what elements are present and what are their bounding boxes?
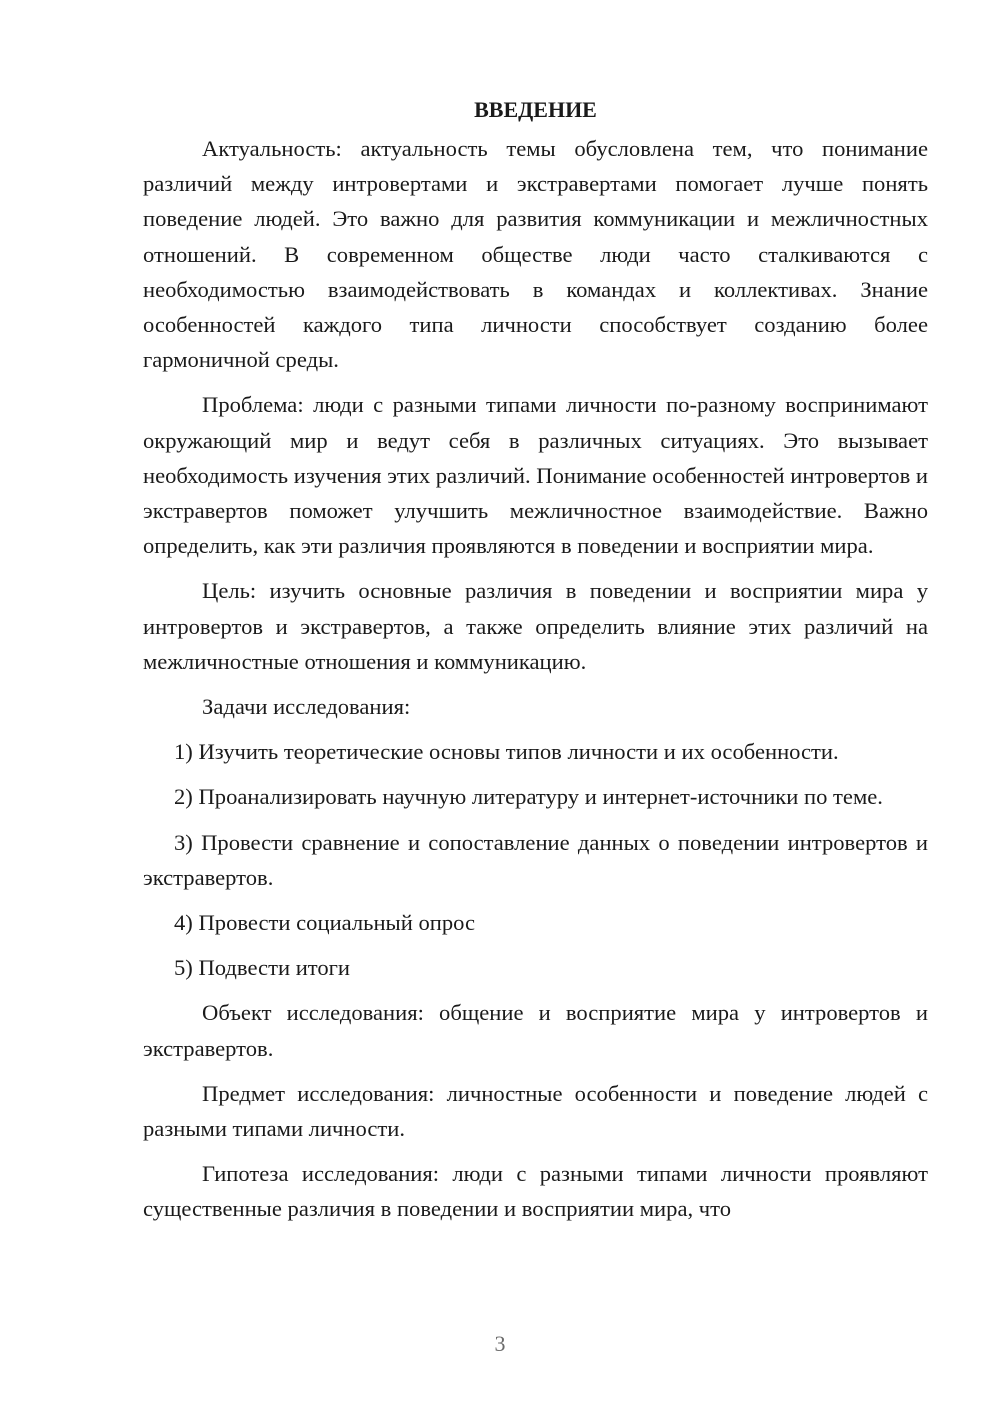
paragraph-tasks-heading: Задачи исследования: <box>202 694 411 720</box>
task-item-3: 3) Провести сравнение и сопоставление данных о поведении интровертов и экстравертов. <box>143 829 928 890</box>
paragraph-subject: Предмет исследования: личностные особенности и поведение людей с разными типами личности. <box>143 1080 928 1142</box>
section-title: ВВЕДЕНИЕ <box>474 97 597 122</box>
document-page <box>143 92 928 1237</box>
page-number: 3 <box>494 1331 506 1356</box>
task-item-2: 2) Проанализировать научную литературу и интернет-источники по теме. <box>174 784 883 810</box>
paragraph-problem: Проблема: люди с разными типами личности по-разному воспринимают окружающий мир и ведут себя в различных ситуациях. Это вызывает необходимость изучения этих различий. Понимание особенностей интровертов и экстравертов поможет улучшить межличностное взаимодействие. Важно определить, как эти различия проявляются в поведении и восприятии мира. <box>143 392 928 559</box>
paragraph-goal: Цель: изучить основные различия в поведении и восприятии мира у интровертов и экстравертов, а также определить влияние этих различий на межличностные отношения и коммуникацию. <box>143 578 928 674</box>
paragraph-relevance: Актуальность: актуальность темы обусловлена тем, что понимание различий между интровертами и экстравертами помогает лучше понять поведение людей. Это важно для развития коммуникации и межличностных отношений. В современном обществе люди часто сталкиваются с необходимостью взаимодействовать в командах и коллективах. Знание особенностей каждого типа личности способствует созданию более гармоничной среды. <box>143 136 928 373</box>
task-item-1: 1) Изучить теоретические основы типов личности и их особенности. <box>174 739 839 765</box>
task-item-4: 4) Провести социальный опрос <box>174 910 476 936</box>
paragraph-hypothesis: Гипотеза исследования: люди с разными типами личности проявляют существенные различия в поведении и восприятии мира, что <box>143 1161 928 1222</box>
task-item-5: 5) Подвести итоги <box>174 955 351 981</box>
paragraph-object: Объект исследования: общение и восприятие мира у интровертов и экстравертов. <box>143 1000 928 1061</box>
